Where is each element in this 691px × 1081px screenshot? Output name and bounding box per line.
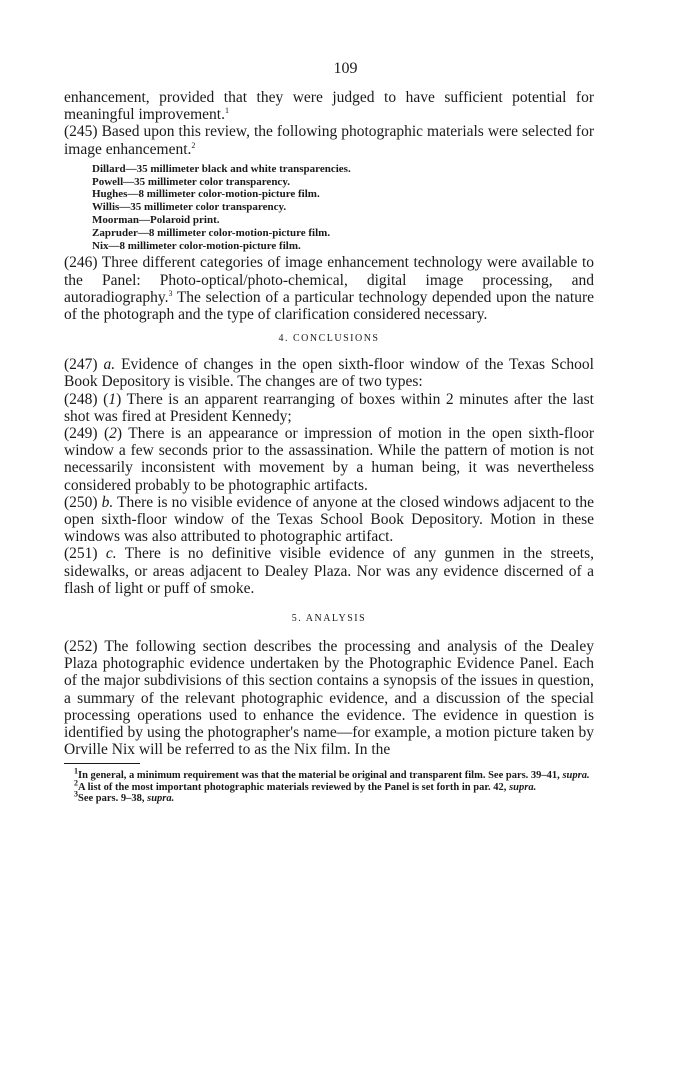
list-item: Hughes—8 millimeter color-motion-picture film. [92,188,320,201]
list-item: Moorman—Polaroid print. [92,214,220,226]
paragraph-number: (247) [64,356,104,374]
footnote-emphasis: supra. [147,793,175,805]
footnote-text: A list of the most important photographic materials reviewed by the Panel is set forth in par. 42, [78,781,510,793]
list-item: Dillard—35 millimeter black and white transparencies. [92,162,351,175]
section-heading-conclusions: 4. CONCLUSIONS [278,333,380,345]
paragraph-249 [64,425,594,494]
footnote-1 [64,766,594,782]
page-number: 109 [333,60,358,77]
paragraph-252: (252) The following section describes the processing and analysis of the Dealey Plaza photographic evidence undertaken by the Photographic Evidence Panel. Each of the major subdivisions of this section contains a synopsis of the issues in question, a summary of the relevant photographic evidence, and a discussion of the special processing operations used to enhance the evidence. The evidence in question is identified by using the photographer's name—for example, a motion picture taken by Orville Nix will be referred to as the Nix film. In the [64,638,594,759]
paragraph-number: (248) ( [64,390,109,408]
footnote-text: In general, a minimum requirement was that the material be original and transparent film. See pars. 39–41, [78,770,563,782]
item-letter: b. [101,493,114,511]
paragraph-text: enhancement, provided that they were judged to have sufficient potential for meaningful improvement. [64,89,594,124]
paragraph-247 [64,356,594,390]
paragraph-number: (250) [64,493,102,511]
list-item: Zapruder—8 millimeter color-motion-picture film. [92,226,331,239]
list-item: Nix—8 millimeter color-motion-picture film. [92,239,301,252]
paragraph-text: (245) Based upon this review, the following photographic materials were selected for image enhancement. [64,123,594,158]
paragraph-text: Evidence of changes in the open sixth-floor window of the Texas School Book Depository is visible. The changes are of two types: [64,356,594,391]
item-letter: a. [103,356,116,374]
paragraph-text: The selection of a particular technology depended upon the nature of the photograph and the type of clarification considered necessary. [64,288,594,323]
footnote-ref: 2 [191,140,196,150]
item-number: 1 [108,390,117,408]
paragraph-250 [64,494,594,546]
page-body [64,89,594,805]
paragraph-continued [64,89,594,123]
section-heading-analysis: 5. ANALYSIS [291,613,367,625]
footnote-text: See pars. 9–38, [78,793,148,805]
footnote-2 [64,778,594,794]
footnote-ref: 1 [225,106,229,116]
item-number: 2 [109,425,117,443]
paragraph-248 [64,391,594,425]
footnote-marker: 1 [74,766,78,776]
item-letter: c. [105,545,117,563]
footnote-marker: 2 [74,778,78,788]
paragraph-251 [64,545,594,597]
paragraph-text: (246) Three different categories of image enhancement technology were available to the Panel: Photo-optical/photo-chemical, digital image processing, and autoradiography. [64,254,594,306]
footnote-emphasis: supra. [562,770,590,782]
footnote-emphasis: supra. [509,781,537,793]
paragraph-number: (249) ( [64,425,110,443]
footnote-marker: 3 [74,789,78,799]
paragraph-text: There is no definitive visible evidence of any gunmen in the streets, sidewalks, or areas adjacent to Dealey Plaza. Nor was any evidence discerned of a flash of light or puff of smoke. [64,545,594,597]
footnote-3 [64,789,594,805]
paragraph-text: There is no visible evidence of anyone at the closed windows adjacent to the open sixth-floor window of the Texas School Book Depository. Motion in these windows was also attributed to photographic artifact. [64,493,594,546]
list-item: Powell—35 millimeter color transparency. [92,175,290,188]
paragraph-text: ) There is an appearance or impression of motion in the open sixth-floor window a few seconds prior to the assassination. While the pattern of motion is not necessarily inconsistent with movement by a human being, it was nevertheless considered probably to be photographic artifacts. [64,425,594,494]
paragraph-245 [64,123,594,157]
footnote-ref: 3 [168,288,173,298]
paragraph-number: (251) [64,545,106,563]
footnote-divider [64,763,140,764]
paragraph-246 [64,254,594,323]
paragraph-text: ) There is an apparent rearranging of boxes within 2 minutes after the last shot was fired at President Kennedy; [64,390,594,425]
materials-list [92,163,594,253]
list-item: Willis—35 millimeter color transparency. [92,201,287,214]
